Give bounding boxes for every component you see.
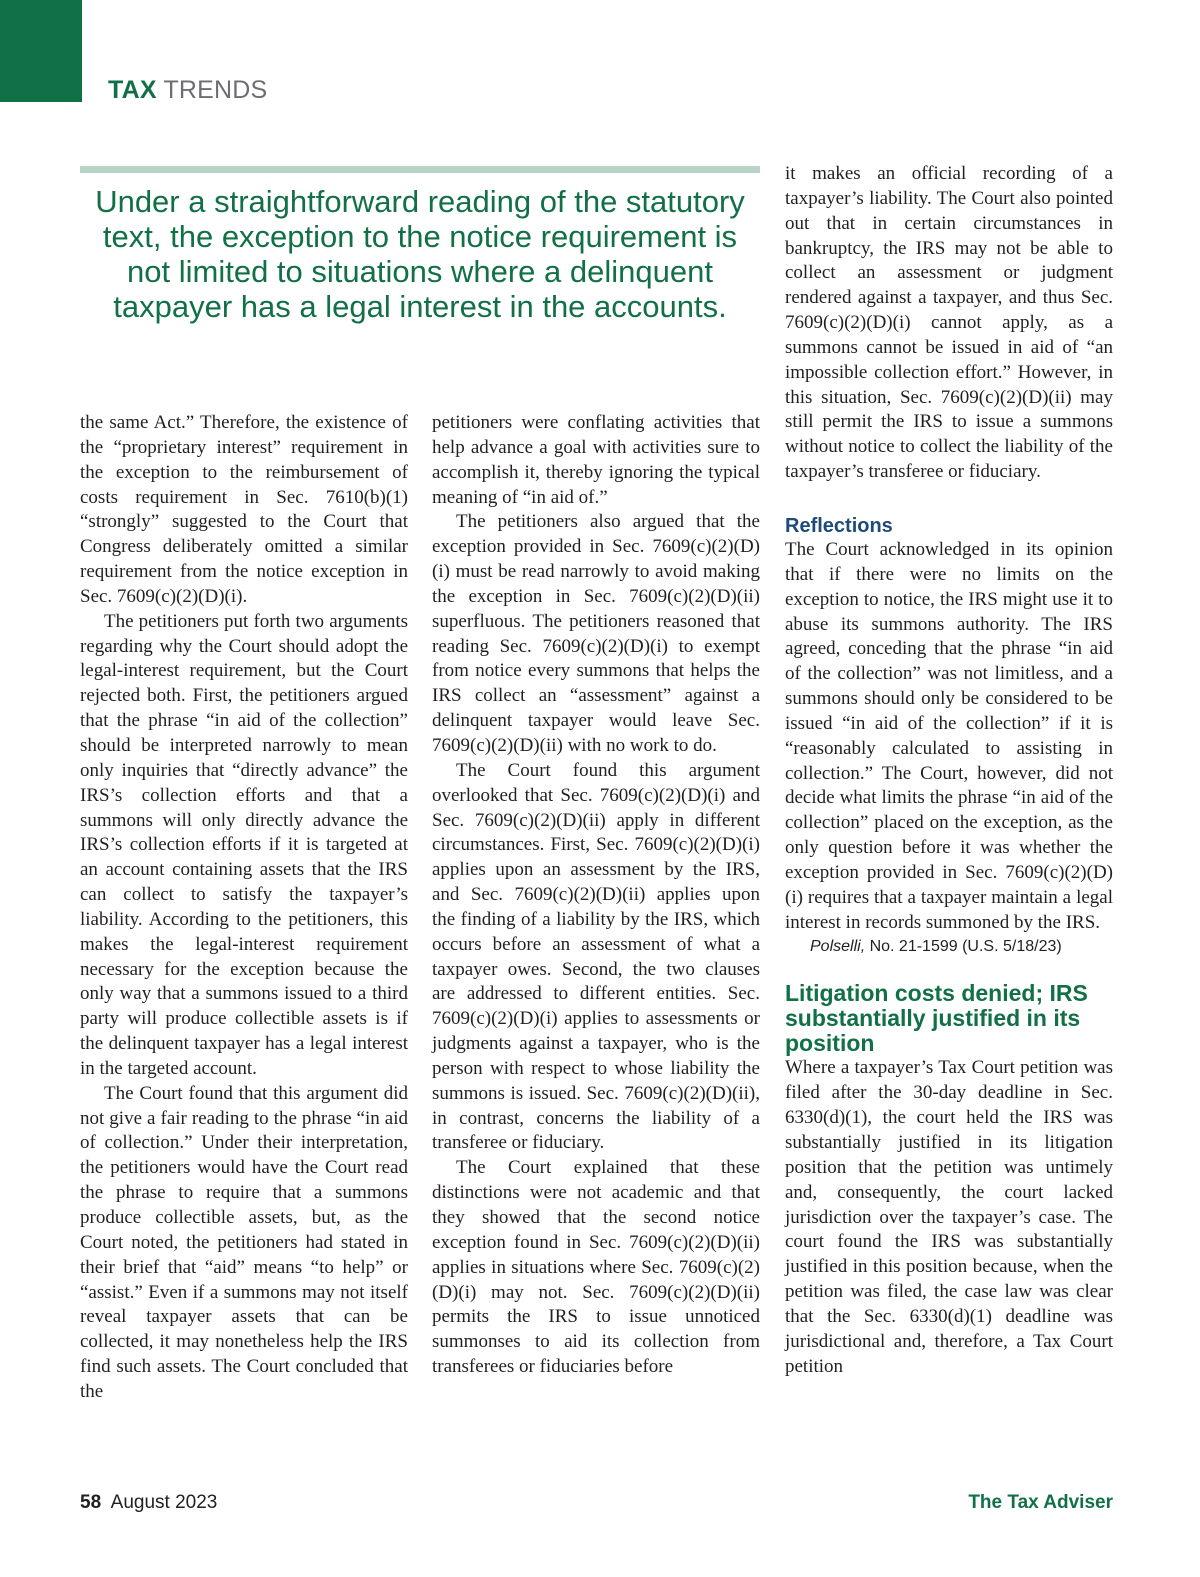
reflections-paragraph: The Court acknowledged in its opinion that if there were no limits on the exception to notice, the IRS might use it to abuse its summons authority. The IRS agreed, conceding that the phrase “in aid of the collection” was not limitless, and a summons should only be considered to be issued “in aid of the collection” if it is “reasonably calculated to assisting in collection.” The Court, however, did not decide what limits the phrase “in aid of the collection” placed on the exception, as the only question before it was whether the exception provided in Sec. 7609(c)(2)(D)(i) requires that a taxpayer maintain a legal interest in records summoned by the IRS.: [785, 538, 1113, 933]
paragraph: The petitioners put forth two arguments regarding why the Court should adopt the legal-interest requirement, but the Court rejected both. First, the petitioners argued that the phrase “in aid of the collection” should be interpreted narrowly to mean only inquiries that “directly advance” the IRS’s collection efforts and that a summons will only directly advance the IRS’s collection efforts if it is targeted at an account containing assets that the IRS can collect to satisfy the taxpayer’s liability. According to the petitioners, this makes the legal-interest requirement necessary for the exception because the only way that a summons issued to a third party will produce collectible assets is if the delinquent taxpayer has a legal interest in the targeted account.: [80, 610, 408, 1079]
corner-color-block: [0, 0, 82, 102]
paragraph: The petitioners also argued that the exception provided in Sec. 7609(c)(2)(D)(i) must be read narrowly to avoid making the exception in Sec. 7609(c)(2)(D)(ii) superfluous. The petitioners reasoned that reading Sec. 7609(c)(2)(D)(i) to exempt from notice every summons that helps the IRS collect an “assessment” against a delinquent taxpayer would leave Sec. 7609(c)(2)(D)(ii) with no work to do.: [432, 511, 760, 756]
issue-date: August 2023: [110, 1492, 218, 1513]
text-column-1: [80, 411, 408, 1405]
paragraph: The Court explained that these distinctions were not academic and that they showed that the second notice exception found in Sec. 7609(c)(2)(D)(ii) applies in situations where Sec. 7609(c)(2)(D)(i) may not. Sec. 7609(c)(2)(D)(ii) permits the IRS to issue unnoticed summonses to aid its collection from transferees or fiduciaries before: [432, 1157, 760, 1378]
reflections-heading: Reflections: [785, 514, 893, 537]
pull-quote-rule: [80, 166, 760, 173]
case-docket: No. 21-1599 (U.S. 5/18/23): [865, 938, 1062, 956]
case-citation: [785, 935, 1113, 959]
paragraph: it makes an official recording of a taxpayer’s liability. The Court also pointed out that in certain circumstances in bankruptcy, the IRS may not be able to collect an assessment or judgment rendered against a taxpayer, and thus Sec. 7609(c)(2)(D)(i) cannot apply, as a summons cannot be issued in aid of “an impossible collection effort.” However, in this situation, Sec. 7609(c)(2)(D)(ii) may still permit the IRS to issue a summons without notice to collect the liability of the taxpayer’s transferee or fiduciary.: [785, 163, 1113, 483]
paragraph: The Court found this argument overlooked that Sec. 7609(c)(2)(D)(i) and Sec. 7609(c)(2)(D)(ii) apply in different circumstances. First, Sec. 7609(c)(2)(D)(i) applies upon an assessment by the IRS, and Sec. 7609(c)(2)(D)(ii) applies upon the finding of a liability by the IRS, which occurs before an assessment of what a taxpayer owes. Second, the two clauses are addressed to different entities. Sec. 7609(c)(2)(D)(i) applies to assessments or judgments against a taxpayer, who is the person with respect to whose liability the summons is issued. Sec. 7609(c)(2)(D)(ii), in contrast, concerns the liability of a transferee or fiduciary.: [432, 759, 760, 1154]
next-story-heading: Litigation costs denied; IRS substantially justified in its position: [785, 980, 1088, 1057]
paragraph: the same Act.” Therefore, the existence of the “proprietary interest” requirement in the exception to the reimbursement of costs requirement in Sec. 7610(b)(1) “strongly” suggested to the Court that Congress deliberately omitted a similar requirement from the notice exception in Sec. 7609(c)(2)(D)(i).: [80, 412, 408, 607]
footer-page-info: [80, 1492, 217, 1514]
section-label-bold: TAX: [108, 76, 157, 104]
case-name: Polselli,: [810, 938, 866, 956]
section-label: [108, 76, 267, 105]
text-column-3: [785, 162, 1113, 1379]
paragraph: petitioners were conflating activities that help advance a goal with activities sure to accomplish it, thereby ignoring the typical meaning of “in aid of.”: [432, 412, 760, 508]
paragraph: The Court found that this argument did not give a fair reading to the phrase “in aid of collection.” Under their interpretation, the petitioners would have the Court read the phrase to require that a summons produce collectible assets, but, as the Court noted, the petitioners had stated in their brief that “aid” means “to help” or “assist.” Even if a summons may not itself reveal taxpayer assets that can be collected, it may nonetheless help the IRS find such assets. The Court concluded that the: [80, 1082, 408, 1402]
pull-quote: Under a straightforward reading of the statutory text, the exception to the notice requirement is not limited to situations where a delinquent taxpayer has a legal interest in the accounts.: [95, 184, 745, 324]
publication-name: The Tax Adviser: [968, 1492, 1113, 1513]
text-column-2: [432, 411, 760, 1380]
page-number: 58: [80, 1492, 102, 1513]
section-label-light: TRENDS: [163, 76, 268, 104]
next-story-paragraph: Where a taxpayer’s Tax Court petition was filed after the 30-day deadline in Sec. 6330(d)(1), the court held the IRS was substantially justified in its litigation position that the petition was untimely and, consequently, the court lacked jurisdiction over the taxpayer’s case. The court found the IRS was substantially justified in this position because, when the petition was filed, the case law was clear that the Sec. 6330(d)(1) deadline was jurisdictional and, therefore, a Tax Court petition: [785, 1057, 1113, 1377]
